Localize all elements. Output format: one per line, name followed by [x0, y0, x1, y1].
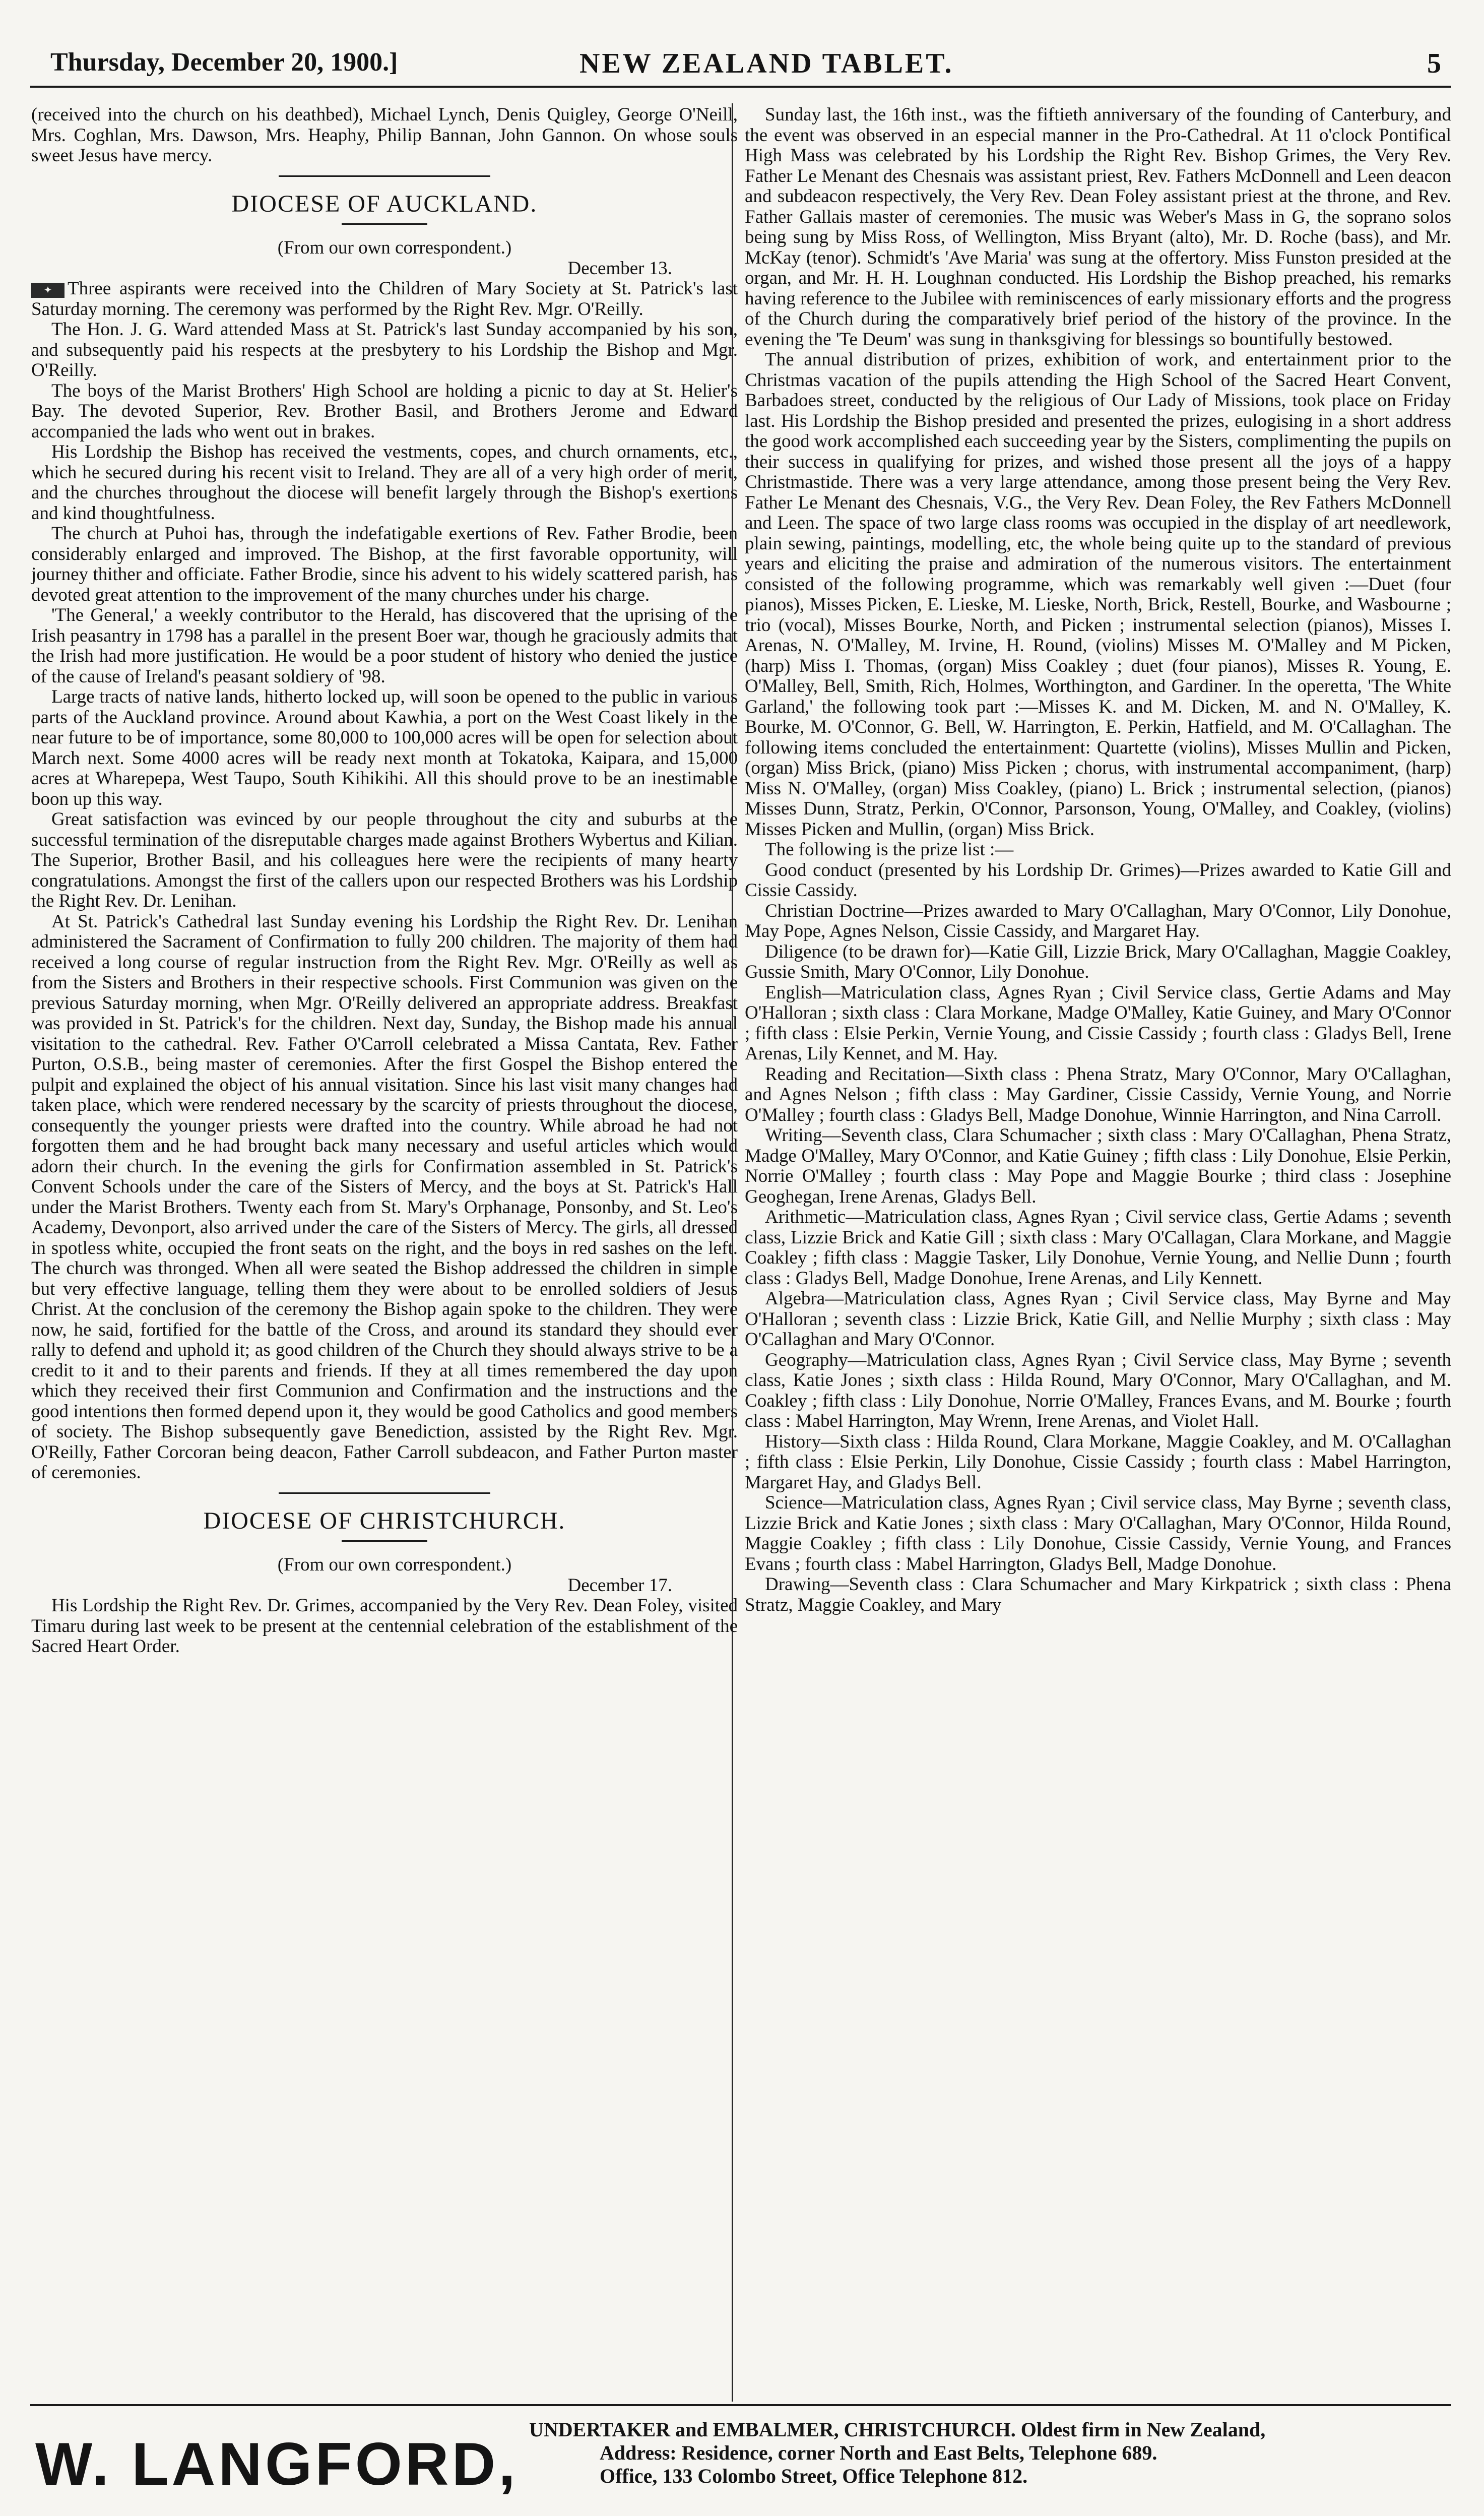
prize-entry: Good conduct (presented by his Lordship Dr. Grimes)—Prizes awarded to Katie Gill and Cissie Cassidy. [745, 859, 1451, 901]
article-paragraph: The annual distribution of prizes, exhibition of work, and entertainment prior to the Christmas vacation of the pupils attending the High School of the Sacred Heart Convent, Barbadoes street, conducted by the religious of Our Lady of Missions, took place on Friday last. His Lordship the Bishop presided and presented the prizes, eulogising in a short address the good work accomplished each succeeding year by the Sisters, complimenting the pupils on their success in qualifying for prizes, and wished those present all the joys of a happy Christmastide. There was a very large attendance, among those present being the Very Rev. Father Le Menant des Chesnais, V.G., the Very Rev. Dean Foley, the Rev Fathers McDonnell and Leen. The space of two large class rooms was occupied in the display of art needlework, plain sewing, paintings, modelling, etc, the whole being quite up to the standard of previous years and eliciting the praise and admiration of the numerous visitors. The entertainment consisted of the following programme, which was remarkably well given :—Duet (four pianos), Misses Picken, E. Lieske, M. Lieske, North, Brick, Restell, Bourke, and Wasbourne ; trio (vocal), Misses Bourke, North, and Picken ; instrumental selection (pianos), Misses I. Arenas, N. O'Malley, M. Irvine, H. Round, (violins) Misses M. O'Malley and M Picken, (harp) Miss I. Thomas, (organ) Miss Coakley ; duet (four pianos), Misses R. Young, E. O'Malley, Bell, Smith, Rich, Holmes, Worthington, and Gardiner. In the operetta, 'The White Garland,' the following took part :—Misses K. and M. Dicken, M. and N. O'Malley, K. Bourke, M. O'Connor, G. Bell, W. Harrington, E. Perkin, Hatfield, and M. O'Callaghan. The following items concluded the entertainment: Quartette (violins), Misses Mullin and Picken, (organ) Miss Brick, (piano) Miss Picken ; chorus, with instrumental accompaniment, (harp) Miss N. O'Malley, (organ) Miss Coakley, (piano) L. Brick ; instrumental selection, (pianos) Misses Dunn, Stratz, Perkin, O'Connor, Parsonson, Young, O'Malley, and Coakley, (violins) Misses Picken and Mullin, (organ) Miss Brick. [745, 349, 1451, 840]
prize-entry: Science—Matriculation class, Agnes Ryan ; Civil service class, May Byrne ; seventh class, Lizzie Brick and Katie Jones ; sixth class : Mary O'Callaghan, Mary O'Connor, Hilda Round, Maggie Coakley ; fifth class : Lily Donohue, Cissie Cassidy, Vernie Young, and Frances Evans ; fourth class : Mabel Harrington, Gladys Bell, Madge Donohue. [745, 1492, 1451, 1575]
prize-entry: Reading and Recitation—Sixth class : Phena Stratz, Mary O'Connor, Mary O'Callaghan, and Agnes Nelson ; fifth class : May Gardiner, Cissie Cassidy, Vernie Young, and Norrie O'Malley ; fourth class : Gladys Bell, Madge Donohue, Winnie Harrington, and Nina Carroll. [745, 1063, 1451, 1125]
article-paragraph: The boys of the Marist Brothers' High School are holding a picnic to day at St. Helier's Bay. The devoted Superior, Rev. Brother Basil, and Brothers Jerome and Edward accompanied the lads who went out in brakes. [31, 380, 738, 442]
section-divider [279, 1492, 490, 1494]
section-title-auckland: DIOCESE OF AUCKLAND. [231, 190, 538, 217]
prize-entry: Arithmetic—Matriculation class, Agnes Ryan ; Civil service class, Gertie Adams ; seventh class, Lizzie Brick and Katie Gill ; sixth class : Mary O'Callagan, Clara Morkane, and Maggie Coakley ; fifth class : Maggie Tasker, Lily Donohue, Vernie Young, and Nellie Dunn ; fourth class : Gladys Bell, Madge Donohue, Irene Arenas, and Lily Kennett. [745, 1207, 1451, 1289]
article-paragraph: The church at Puhoi has, through the indefatigable exertions of Rev. Father Brodie, been considerably enlarged and improved. The Bishop, at the first favorable opportunity, will journey thither and officiate. Father Brodie, since his advent to his widely scattered parish, has devoted great attention to the improvement of the many churches under his charge. [31, 523, 738, 605]
ornament-icon: ✦ [31, 283, 64, 298]
article-paragraph: His Lordship the Right Rev. Dr. Grimes, accompanied by the Very Rev. Dean Foley, visited Timaru during last week to be present at the centennial celebration of the establishment of the Sacred Heart Order. [31, 1595, 738, 1657]
article-paragraph: The Hon. J. G. Ward attended Mass at St. Patrick's last Sunday accompanied by his son, and subsequently paid his respects at the presbytery to his Lordship the Bishop and Mgr. O'Reilly. [31, 319, 738, 381]
prize-entry: Christian Doctrine—Prizes awarded to Mary O'Callaghan, Mary O'Connor, Lily Donohue, May Pope, Agnes Nelson, Cissie Cassidy, and Margaret Hay. [745, 900, 1451, 941]
publication-title: NEW ZEALAND TABLET. [579, 48, 954, 79]
prize-entry: Geography—Matriculation class, Agnes Ryan ; Civil Service class, May Byrne ; seventh class, Katie Jones ; sixth class : Hilda Round, Mary O'Connor, Mary O'Callaghan, and M. Coakley ; fifth class : Lily Donohue, Norrie O'Malley, Frances Evans, and M. Bourke ; fourth class : Mabel Harrington, May Wrenn, Irene Arenas, and Violet Hall. [745, 1349, 1451, 1431]
dateline: December 17. [567, 1575, 672, 1596]
masthead [30, 40, 1451, 88]
prize-entry: Algebra—Matriculation class, Agnes Ryan ; Civil Service class, May Byrne and May O'Halloran ; seventh class : Lizzie Brick, Katie Gill, and Nellie Murphy ; sixth class : May O'Callaghan and Mary O'Connor. [745, 1288, 1451, 1350]
advertisement-details [529, 2418, 1446, 2488]
ad-line-business: UNDERTAKER and EMBALMER, CHRISTCHURCH. Oldest firm in New Zealand, [529, 2418, 1266, 2441]
ad-line-office: Office, 133 Colombo Street, Office Telephone 812. [600, 2465, 1028, 2487]
article-paragraph: 'The General,' a weekly contributor to the Herald, has discovered that the uprising of the Irish peasantry in 1798 has a parallel in the present Boer war, though he graciously admits that the Irish had more justification. He would be a poor student of history who denied the justice of the cause of Ireland's peasant soldiery of '98. [31, 605, 738, 687]
section-divider [279, 175, 490, 177]
section-divider [342, 223, 427, 225]
prize-entry: History—Sixth class : Hilda Round, Clara Morkane, Maggie Coakley, and M. O'Callaghan ; fifth class : Elsie Perkin, Lily Donohue, Cissie Cassidy ; fourth class : Mabel Harrington, Margaret Hay, and Gladys Bell. [745, 1431, 1451, 1493]
section-title-christchurch: DIOCESE OF CHRISTCHURCH. [203, 1507, 566, 1534]
article-paragraph: At St. Patrick's Cathedral last Sunday evening his Lordship the Right Rev. Dr. Lenihan administered the Sacrament of Confirmation to fully 200 children. The majority of them had received a long course of regular instruction from the Right Rev. Mgr. O'Reilly as well as from the Sisters and Brothers in their respective schools. First Communion was given on the previous Saturday morning, when Mgr. O'Reilly delivered an appropriate address. Breakfast was provided in St. Patrick's for the children. Next day, Sunday, the Bishop made his annual visitation to the cathedral. Rev. Father O'Carroll celebrated a Missa Cantata, Rev. Father Purton, O.S.B., being master of ceremonies. After the first Gospel the Bishop entered the pulpit and explained the object of his annual visitation. Since his last visit many changes had taken place, which were rendered necessary by the scarcity of priests throughout the diocese, consequently the younger priests were drafted into the country. While abroad he had not forgotten them and he had brought back many necessary and useful articles which would adorn their church. In the evening the girls for Confirmation assembled in St. Patrick's Convent Schools under the care of the Sisters of Mercy, and the boys at St. Patrick's Hall under the Marist Brothers. Twenty each from St. Mary's Orphanage, Ponsonby, and St. Leo's Academy, Devonport, also arrived under the care of the Sisters of Mercy. The girls, all dressed in spotless white, occupied the front seats on the right, and the boys in red sashes on the left. The church was thronged. When all were seated the Bishop addressed the children in simple but very effective language, telling them they were about to be enrolled soldiers of Jesus Christ. At the conclusion of the ceremony the Bishop again spoke to the children. They were now, he said, fortified for the battle of the Cross, and around its standard they should ever rally to defend and uphold it; as good children of the Church they should always strive to be a credit to it and to their parents and friends. If they at all times remembered the day upon which they received their first Communion and Confirmation and the instructions and the good intentions then formed depend upon it, they would be good Catholics and good members of society. The Bishop subsequently gave Benediction, assisted by the Right Rev. Mgr. O'Reilly, Father Corcoran being deacon, Father Carroll subdeacon, and Father Purton master of ceremonies. [31, 911, 738, 1483]
article-paragraph: Great satisfaction was evinced by our people throughout the city and suburbs at the successful termination of the disreputable charges made against Brothers Wybertus and Kilian. The Superior, Brother Basil, and his colleagues here were the recipients of many hearty congratulations. Amongst the first of the callers upon our respected Brothers was his Lordship the Right Rev. Dr. Lenihan. [31, 809, 738, 911]
page-number: 5 [1427, 48, 1441, 79]
right-column [745, 105, 1451, 2328]
article-paragraph: Sunday last, the 16th inst., was the fiftieth anniversary of the founding of Canterbury, and the event was observed in an especial manner in the Pro-Cathedral. At 11 o'clock Pontifical High Mass was celebrated by his Lordship the Right Rev. Bishop Grimes, the Very Rev. Father Le Menant des Chesnais was assistant priest, Rev. Fathers McDonnell and Leen deacon and subdeacon respectively, the Very Rev. Dean Foley assistant priest at the throne, and Rev. Father Gallais master of ceremonies. The music was Weber's Mass in G, the soprano solos being sung by Miss Ross, of Wellington, Miss Bryant (alto), Mr. D. Roche (bass), and Mr. McKay (tenor). Schmidt's 'Ave Maria' was sung at the offertory. Miss Funston presided at the organ, and Mr. H. H. Loughnan conducted. His Lordship the Bishop preached, his remarks having reference to the Jubilee with reminiscences of early missionary efforts and the progress of the Church during the comparatively brief period of the history of the province. In the evening the 'Te Deum' was sung in thanksgiving for blessings so bountifully bestowed. [745, 104, 1451, 350]
ad-line-address: Address: Residence, corner North and East Belts, Telephone 689. [600, 2441, 1157, 2464]
dateline: December 13. [567, 258, 672, 279]
section-divider [342, 1540, 427, 1542]
advertiser-name: W. LANGFORD, [35, 2430, 519, 2498]
prize-entry: Writing—Seventh class, Clara Schumacher ; sixth class : Mary O'Callaghan, Phena Stratz, Madge O'Malley, Mary O'Connor, and Katie Guiney ; fifth class : Lily Donohue, Elsie Perkin, Norrie O'Malley ; fourth class : May Pope and Maggie Bourke ; third class : Josephine Geoghegan, Irene Arenas, Gladys Bell. [745, 1125, 1451, 1207]
article-paragraph: His Lordship the Bishop has received the vestments, copes, and church ornaments, etc., which he secured during his recent visit to Ireland. They are all of a very high order of merit, and the churches throughout the diocese will benefit largely through the Bishop's exertions and kind thoughtfulness. [31, 442, 738, 524]
prize-list-intro: The following is the prize list :— [765, 839, 1014, 860]
article-paragraph: Large tracts of native lands, hitherto locked up, will soon be opened to the public in various parts of the Auckland province. Around about Kawhia, a port on the West Coast likely in the near future to be of importance, some 80,000 to 100,000 acres will be open for selection about March next. Some 4000 acres will be ready next month at Tokatoka, Kaipara, and 15,000 acres at Wharepepa, West Taupo, South Kihikihi. All this should prove to be an inestimable boon up this way. [31, 686, 738, 809]
obituary-paragraph: (received into the church on his deathbed), Michael Lynch, Denis Quigley, George O'Neill, Mrs. Coghlan, Mrs. Dawson, Mrs. Heaphy, Philip Bannan, John Gannon. On whose souls sweet Jesus have mercy. [31, 104, 738, 166]
issue-date: Thursday, December 20, 1900.] [50, 48, 398, 77]
correspondent-note: (From our own correspondent.) [277, 1554, 512, 1575]
left-column [31, 105, 738, 1849]
advertisement-divider [30, 2404, 1451, 2406]
article-paragraph: ✦ Three aspirants were received into the Children of Mary Society at St. Patrick's last Saturday morning. The ceremony was performed by the Right Rev. Mgr. O'Reilly. [31, 278, 738, 320]
prize-entry: Drawing—Seventh class : Clara Schumacher and Mary Kirkpatrick ; sixth class : Phena Stratz, Maggie Coakley, and Mary [745, 1574, 1451, 1615]
prize-entry: English—Matriculation class, Agnes Ryan ; Civil Service class, Gertie Adams and May O'Halloran ; sixth class : Clara Morkane, Madge O'Malley, Katie Guiney, and Mary O'Connor ; fifth class : Elsie Perkin, Vernie Young, and Cissie Cassidy ; fourth class : Gladys Bell, Irene Arenas, Lily Kennet, and M. Hay. [745, 982, 1451, 1064]
correspondent-note: (From our own correspondent.) [277, 237, 512, 258]
prize-entry: Diligence (to be drawn for)—Katie Gill, Lizzie Brick, Mary O'Callaghan, Maggie Coakley, Gussie Smith, Mary O'Connor, Lily Donohue. [745, 941, 1451, 982]
